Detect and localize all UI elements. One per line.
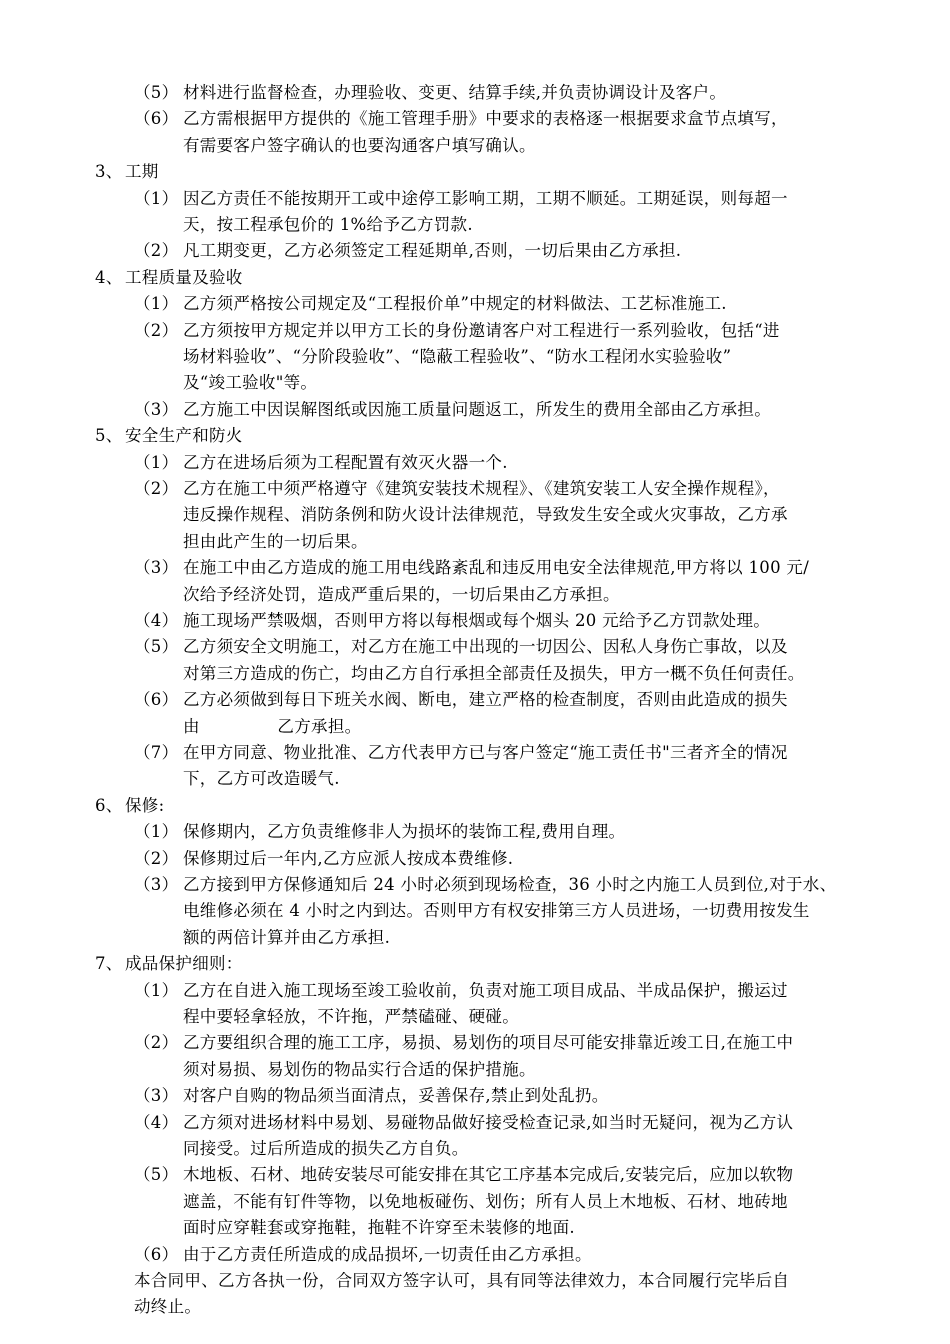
clause-text-line: 乙方要组织合理的施工工序，易损、易划伤的项目尽可能安排靠近竣工日,在施工中 (183, 1033, 794, 1053)
clause-text-line: 次给予经济处罚，造成严重后果的，一切后果由乙方承担。 (183, 584, 620, 604)
clause-text-line: 额的两倍计算并由乙方承担. (183, 927, 391, 947)
clause-text-line: 乙方需根据甲方提供的《施工管理手册》中要求的表格逐一根据要求盒节点填写， (183, 109, 788, 129)
closing-text-line: 本合同甲、乙方各执一份，合同双方签字认可，具有同等法律效力，本合同履行完毕后自 (134, 1271, 790, 1290)
clause-text-line: 乙方须按甲方规定并以甲方工长的身份邀请客户对工程进行一系列验收，包括“进 (183, 320, 780, 340)
clause-text-line: 乙方在自进入施工现场至竣工验收前，负责对施工项目成品、半成品保护，搬运过 (183, 980, 788, 1000)
clause-text-line: 乙方须安全文明施工，对乙方在施工中出现的一切因公、因私人身伤亡事故，以及 (183, 637, 788, 657)
clause-text-line: 乙方须严格按公司规定及“工程报价单”中规定的材料做法、工艺标准施工. (183, 294, 727, 314)
clause-text-line: 同接受。过后所造成的损失乙方自负。 (183, 1139, 469, 1158)
clause-text-line: 场材料验收”、“分阶段验收”、“隐蔽工程验收”、“防水工程闭水实验验收” (183, 347, 732, 366)
clause-text-line: 及“竣工验收"等。 (183, 373, 318, 393)
clause-text-line: 乙方必须做到每日下班关水阀、断电，建立严格的检查制度，否则由此造成的损失 (183, 690, 788, 710)
clause-text-line: 由 乙方承担。 (183, 716, 362, 736)
clause-number: （2） (134, 479, 179, 498)
clause-text-line: 乙方须对进场材料中易划、易碰物品做好接受检查记录,如当时无疑问，视为乙方认 (183, 1112, 794, 1132)
section-title: 安全生产和防火 (125, 426, 243, 446)
clause-number: （2） (134, 1033, 179, 1053)
clause-text-line: 程中要轻拿轻放，不许拖，严禁磕碰、硬碰。 (183, 1007, 519, 1026)
clause-number: （3） (134, 399, 179, 419)
clause-text-line: 违反操作规程、消防条例和防火设计法律规范，导致发生安全或火灾事故，乙方承 (183, 505, 788, 525)
clause-text-line: 木地板、石材、地砖安装尽可能安排在其它工序基本完成后,安装完后，应加以软物 (183, 1165, 794, 1185)
clause-text-line: 有需要客户签字确认的也要沟通客户填写确认。 (183, 135, 536, 155)
clause-text-line: 面时应穿鞋套或穿拖鞋，拖鞋不许穿至未装修的地面. (183, 1218, 575, 1238)
clause-number: （2） (134, 848, 179, 868)
clause-text-line: 保修期过后一年内,乙方应派人按成本费维修. (183, 848, 514, 868)
clause-number: （5） (134, 83, 179, 102)
clause-number: （3） (134, 1086, 179, 1106)
clause-text-line: 下，乙方可改造暖气. (183, 769, 340, 789)
section-title: 保修: (125, 795, 165, 815)
clause-text-line: 凡工期变更，乙方必须签定工程延期单,否则，一切后果由乙方承担. (183, 241, 682, 261)
clause-text-line: 须对易损、易划伤的物品实行合适的保护措施。 (183, 1059, 536, 1079)
clause-number: （6） (134, 109, 179, 129)
clause-number: （1） (134, 188, 179, 208)
clause-text-line: 由于乙方责任所造成的成品损坏,一切责任由乙方承担。 (183, 1244, 592, 1264)
section-number: 6、 (95, 795, 123, 815)
clause-text-line: 担由此产生的一切后果。 (183, 531, 368, 551)
clause-text-line: 因乙方责任不能按期开工或中途停工影响工期，工期不顺延。工期延误，则每超一 (183, 188, 788, 208)
clause-text-line: 乙方在进场后须为工程配置有效灭火器一个. (183, 452, 508, 472)
clause-number: （4） (134, 1112, 179, 1132)
clause-number: （4） (134, 611, 179, 630)
clause-number: （2） (134, 320, 179, 340)
clause-text-line: 对第三方造成的伤亡，均由乙方自行承担全部责任及损失，甲方一概不负任何责任。 (183, 663, 805, 683)
clause-number: （3） (134, 558, 179, 578)
section-number: 4、 (95, 267, 123, 287)
clause-number: （1） (134, 822, 179, 842)
clause-text-line: 在甲方同意、物业批准、乙方代表甲方已与客户签定“施工责任书"三者齐全的情况 (183, 743, 788, 762)
closing-text-line: 动终止。 (134, 1297, 202, 1317)
clause-text-line: 乙方施工中因误解图纸或因施工质量问题返工，所发生的费用全部由乙方承担。 (183, 399, 771, 419)
clause-number: （1） (134, 294, 179, 314)
clause-number: （6） (134, 690, 179, 710)
section-number: 5、 (95, 426, 123, 446)
section-number: 3、 (95, 162, 123, 182)
clause-number: （3） (134, 875, 179, 894)
section-number: 7、 (95, 954, 123, 974)
clause-text-line: 在施工中由乙方造成的施工用电线路紊乱和违反用电安全法律规范,甲方将以 100 元/ (183, 558, 810, 578)
clause-number: （2） (134, 241, 179, 261)
clause-text-line: 材料进行监督检查，办理验收、变更、结算手续,并负责协调设计及客户。 (183, 83, 727, 102)
clause-text-line: 乙方在施工中须严格遵守《建筑安装技术规程》、《建筑安装工人安全操作规程》， (183, 479, 780, 498)
clause-number: （6） (134, 1244, 179, 1264)
section-title: 成品保护细则： (125, 954, 243, 974)
clause-text-line: 电维修必须在 4 小时之内到达。否则甲方有权安排第三方人员进场，一切费用按发生 (183, 901, 810, 921)
section-title: 工程质量及验收 (125, 267, 243, 287)
clause-text-line: 天，按工程承包价的 1%给予乙方罚款. (183, 215, 473, 234)
clause-number: （7） (134, 743, 179, 762)
section-title: 工期 (125, 162, 159, 182)
clause-number: （1） (134, 980, 179, 1000)
clause-text-line: 施工现场严禁吸烟，否则甲方将以每根烟或每个烟头 20 元给予乙方罚款处理。 (183, 611, 771, 630)
clause-number: （5） (134, 1165, 179, 1185)
clause-text-line: 对客户自购的物品须当面清点，妥善保存,禁止到处乱扔。 (183, 1086, 609, 1106)
clause-text-line: 遮盖，不能有钉件等物，以免地板碰伤、划伤；所有人员上木地板、石材、地砖地 (183, 1191, 788, 1211)
clause-text-line: 保修期内，乙方负责维修非人为损坏的装饰工程,费用自理。 (183, 822, 626, 842)
clause-number: （1） (134, 452, 179, 472)
clause-number: （5） (134, 637, 179, 657)
clause-text-line: 乙方接到甲方保修通知后 24 小时必须到现场检查，36 小时之内施工人员到位,对于水、 (183, 875, 837, 894)
